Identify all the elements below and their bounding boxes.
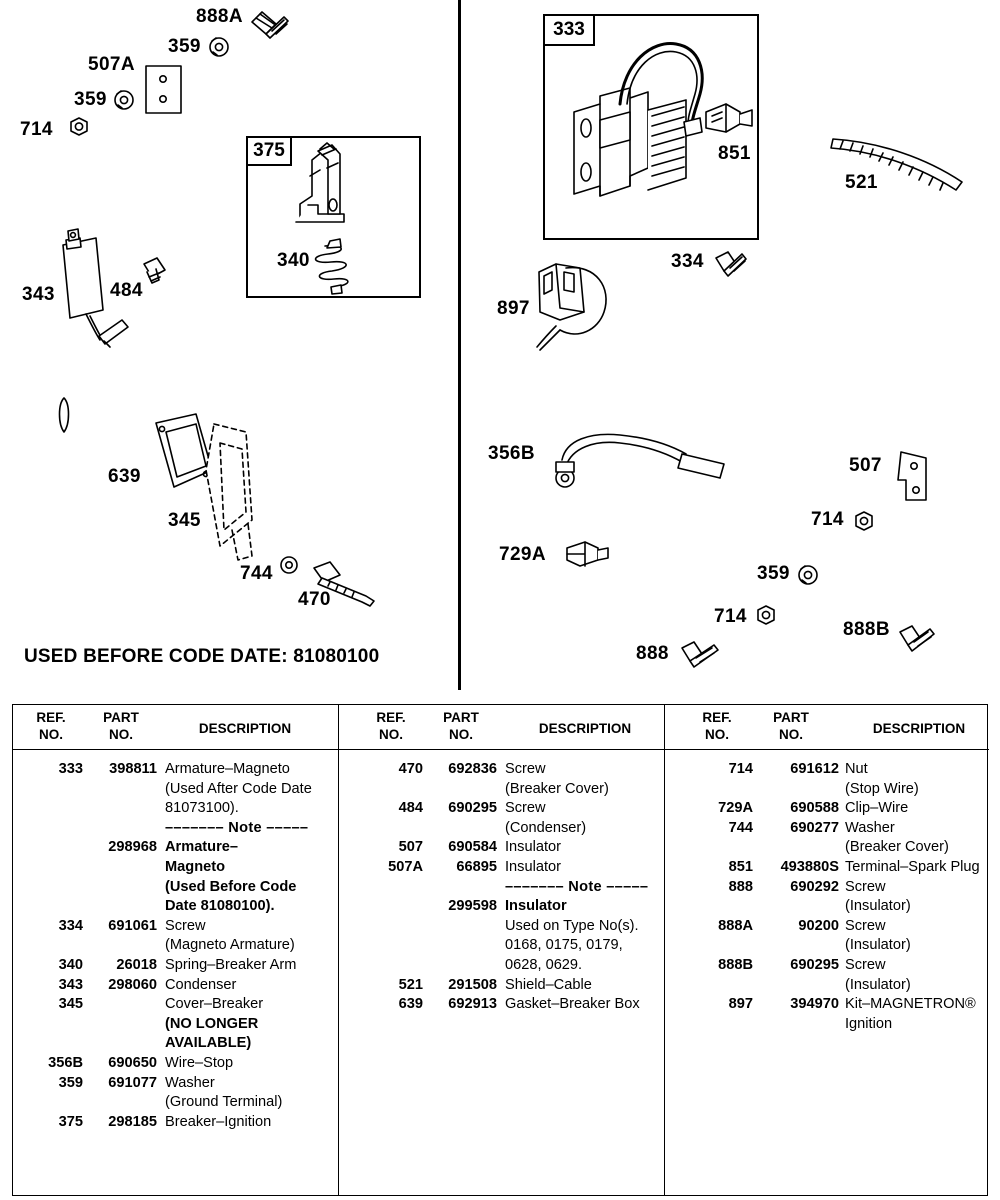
table-rows-col1 xyxy=(13,750,338,1132)
table-row xyxy=(13,1074,338,1094)
row-part: 691061 xyxy=(108,917,157,934)
parts-table-column-2 xyxy=(338,705,664,1195)
callout-521: 521 xyxy=(845,172,878,193)
table-row xyxy=(13,760,338,780)
part-888a-screw xyxy=(252,12,288,38)
parts-table-column-1 xyxy=(13,705,338,1195)
row-desc: Insulator xyxy=(505,858,561,875)
row-desc: AVAILABLE) xyxy=(165,1035,252,1052)
callout-359-top: 359 xyxy=(168,36,201,57)
row-desc: Washer xyxy=(165,1074,215,1091)
table-row xyxy=(665,1015,989,1035)
row-ref: 521 xyxy=(398,976,423,993)
row-desc: (Insulator) xyxy=(845,898,911,915)
row-part: 394970 xyxy=(790,996,839,1013)
row-ref: 888 xyxy=(728,878,753,895)
header-description-col2: DESCRIPTION xyxy=(538,721,632,736)
table-row xyxy=(13,799,338,819)
row-desc: Insulator xyxy=(505,898,567,915)
table-row xyxy=(665,838,989,858)
part-729a-clip-wire xyxy=(567,542,608,566)
header-part-no-col1: PART NO. xyxy=(103,710,139,742)
table-row xyxy=(665,760,989,780)
row-part: 493880S xyxy=(780,858,839,875)
table-row xyxy=(339,819,664,839)
row-desc: ––––––– Note ––––– xyxy=(165,819,309,836)
table-row xyxy=(339,799,664,819)
row-part: 298968 xyxy=(108,839,157,856)
row-part: 690295 xyxy=(448,800,497,817)
row-desc: (Insulator) xyxy=(845,976,911,993)
callout-639: 639 xyxy=(108,466,141,487)
row-part: 90200 xyxy=(798,917,839,934)
row-ref: 729A xyxy=(718,800,753,817)
callout-507a: 507A xyxy=(88,54,136,75)
table-row-note xyxy=(13,819,338,839)
row-desc: (Condenser) xyxy=(505,819,587,836)
row-ref: 375 xyxy=(58,1113,83,1130)
row-part: 690295 xyxy=(790,956,839,973)
row-ref: 714 xyxy=(728,761,753,777)
row-ref: 470 xyxy=(398,761,423,777)
row-part: 291508 xyxy=(448,976,497,993)
part-334-screw xyxy=(716,252,746,276)
callout-359-left: 359 xyxy=(74,89,107,110)
row-desc: Screw xyxy=(505,800,546,817)
callout-340: 340 xyxy=(277,250,310,271)
callout-359-right: 359 xyxy=(757,563,790,584)
table-row xyxy=(13,1034,338,1054)
row-desc: Ignition xyxy=(845,1015,893,1032)
row-ref: 888A xyxy=(718,917,753,934)
callout-345: 345 xyxy=(168,510,201,531)
header-part-no-col2: PART NO. xyxy=(443,710,479,742)
part-897-magnetron-kit xyxy=(537,264,606,350)
row-desc: Shield–Cable xyxy=(505,976,592,993)
part-small-washer-left xyxy=(60,398,69,432)
table-row xyxy=(13,858,338,878)
row-desc: (Ground Terminal) xyxy=(165,1094,283,1111)
table-row xyxy=(665,956,989,976)
row-ref: 851 xyxy=(728,858,753,875)
parts-table-column-3 xyxy=(664,705,989,1195)
part-359-washer-top xyxy=(210,38,228,56)
table-row xyxy=(665,780,989,800)
row-desc: Magneto xyxy=(165,858,225,875)
used-before-code-date-note: USED BEFORE CODE DATE: 81080100 xyxy=(24,646,380,667)
table-row xyxy=(665,878,989,898)
table-row xyxy=(339,760,664,780)
row-ref: 639 xyxy=(398,996,423,1013)
table-row xyxy=(665,976,989,996)
row-desc: Condenser xyxy=(165,976,237,993)
table-row xyxy=(665,799,989,819)
row-desc: Nut xyxy=(845,761,868,777)
table-row xyxy=(339,976,664,996)
header-ref-no-col3: REF. NO. xyxy=(702,710,732,742)
parts-list-table xyxy=(12,704,988,1196)
row-desc: Armature–Magneto xyxy=(165,761,290,777)
row-desc: Used on Type No(s). xyxy=(505,917,639,934)
row-ref: 888B xyxy=(718,956,753,973)
part-888-screw xyxy=(682,642,718,667)
callout-744: 744 xyxy=(240,563,273,584)
callout-888b: 888B xyxy=(843,619,891,640)
row-ref: 333 xyxy=(58,761,83,777)
row-part: 691612 xyxy=(790,761,839,777)
part-356b-wire-stop xyxy=(556,434,724,487)
table-header-col2 xyxy=(339,705,664,750)
part-484-screw xyxy=(144,258,165,283)
table-rows-col3 xyxy=(665,750,989,1034)
part-333-armature-magneto xyxy=(574,44,702,196)
row-part: 690292 xyxy=(790,878,839,895)
table-row xyxy=(13,1015,338,1035)
row-part: 26018 xyxy=(116,956,157,973)
table-row xyxy=(665,858,989,878)
row-desc: Kit–MAGNETRON® xyxy=(845,996,976,1013)
table-header-col3 xyxy=(665,705,989,750)
table-row xyxy=(13,1113,338,1133)
row-desc: Date 81080100). xyxy=(165,898,275,915)
part-507a-insulator xyxy=(146,66,181,113)
row-desc: Screw xyxy=(845,956,886,973)
row-desc: Spring–Breaker Arm xyxy=(165,956,297,973)
row-ref: 507 xyxy=(398,839,423,856)
row-desc: (Used Before Code xyxy=(165,878,297,895)
table-row xyxy=(665,995,989,1015)
table-row xyxy=(13,995,338,1015)
row-part: 691077 xyxy=(108,1074,157,1091)
row-part: 692836 xyxy=(448,761,497,777)
callout-714-right-lower: 714 xyxy=(714,606,747,627)
row-desc: Cover–Breaker xyxy=(165,996,264,1013)
table-row xyxy=(13,897,338,917)
table-row xyxy=(13,936,338,956)
table-row xyxy=(339,936,664,956)
row-part: 398811 xyxy=(109,761,157,777)
row-desc: Screw xyxy=(505,761,546,777)
row-ref: 507A xyxy=(388,858,423,875)
table-row xyxy=(339,780,664,800)
table-row xyxy=(665,819,989,839)
row-desc: 0168, 0175, 0179, xyxy=(505,937,623,954)
header-part-no-col3: PART NO. xyxy=(773,710,809,742)
part-714-nut-left xyxy=(71,118,87,135)
table-header-col1 xyxy=(13,705,338,750)
header-description-col3: DESCRIPTION xyxy=(872,721,966,736)
row-ref: 343 xyxy=(58,976,83,993)
table-row xyxy=(339,995,664,1015)
table-row xyxy=(665,936,989,956)
row-ref: 359 xyxy=(58,1074,83,1091)
row-desc: 0628, 0629. xyxy=(505,956,583,973)
callout-470: 470 xyxy=(298,589,331,610)
row-desc: (Breaker Cover) xyxy=(505,780,609,797)
table-row xyxy=(13,1054,338,1074)
table-row xyxy=(13,780,338,800)
header-description-col1: DESCRIPTION xyxy=(198,721,292,736)
table-row xyxy=(13,1093,338,1113)
callout-897: 897 xyxy=(497,298,530,319)
part-359-washer-right xyxy=(799,566,817,584)
inset-box-375-label: 375 xyxy=(246,136,292,166)
header-ref-no-col1: REF. NO. xyxy=(36,710,66,742)
part-888b-screw xyxy=(900,626,934,651)
callout-507: 507 xyxy=(849,455,882,476)
table-row xyxy=(339,897,664,917)
table-row-note xyxy=(339,878,664,898)
table-row xyxy=(339,858,664,878)
row-desc: Terminal–Spark Plug xyxy=(845,858,980,875)
table-row xyxy=(339,917,664,937)
part-714-nut-right-lower xyxy=(758,606,774,624)
part-851-terminal-spark-plug xyxy=(706,104,752,132)
row-desc: (NO LONGER xyxy=(165,1015,259,1032)
row-ref: 744 xyxy=(728,819,753,836)
row-ref: 356B xyxy=(48,1054,83,1071)
table-row xyxy=(339,956,664,976)
part-639-gasket xyxy=(156,414,212,487)
row-desc: Screw xyxy=(845,878,886,895)
row-desc: (Stop Wire) xyxy=(845,780,919,797)
row-part: 690650 xyxy=(108,1054,157,1071)
callout-729a: 729A xyxy=(499,544,547,565)
row-part: 298060 xyxy=(108,976,157,993)
part-345-cover-breaker xyxy=(206,424,252,560)
row-part: 690277 xyxy=(790,819,839,836)
row-ref: 340 xyxy=(58,956,83,973)
row-ref: 345 xyxy=(58,996,83,1013)
table-row xyxy=(13,976,338,996)
callout-484: 484 xyxy=(110,280,143,301)
row-desc: Wire–Stop xyxy=(165,1054,234,1071)
row-ref: 484 xyxy=(398,800,423,817)
table-row xyxy=(13,878,338,898)
callout-851: 851 xyxy=(718,143,751,164)
row-desc: Clip–Wire xyxy=(845,800,909,817)
table-row xyxy=(13,917,338,937)
callout-356b: 356B xyxy=(488,443,536,464)
callout-888: 888 xyxy=(636,643,669,664)
row-ref: 334 xyxy=(58,917,83,934)
part-744-washer xyxy=(281,557,297,573)
callout-714-left: 714 xyxy=(20,119,53,140)
part-359-washer-left xyxy=(115,91,133,109)
row-part: 690588 xyxy=(790,800,839,817)
row-desc: Breaker–Ignition xyxy=(165,1113,272,1130)
part-714-nut-right-upper xyxy=(856,512,872,530)
row-desc: Washer xyxy=(845,819,895,836)
row-desc: ––––––– Note ––––– xyxy=(505,878,649,895)
row-desc: Screw xyxy=(165,917,206,934)
table-row xyxy=(13,956,338,976)
row-desc: 81073100). xyxy=(165,800,239,817)
row-desc: Screw xyxy=(845,917,886,934)
row-desc: (Insulator) xyxy=(845,937,911,954)
table-row xyxy=(665,897,989,917)
part-507-insulator-right xyxy=(898,452,926,500)
row-part: 690584 xyxy=(448,839,497,856)
part-340-spring xyxy=(316,239,348,294)
row-desc: (Magneto Armature) xyxy=(165,937,295,954)
part-375-breaker-ignition xyxy=(296,143,344,222)
callout-334: 334 xyxy=(671,251,704,272)
inset-box-333-label: 333 xyxy=(543,14,595,46)
row-part: 298185 xyxy=(108,1113,157,1130)
row-desc: Gasket–Breaker Box xyxy=(505,996,640,1013)
callout-714-right-upper: 714 xyxy=(811,509,844,530)
row-part: 66895 xyxy=(456,858,497,875)
row-desc: Armature– xyxy=(165,839,238,856)
row-desc: (Used After Code Date xyxy=(165,780,312,797)
table-row xyxy=(13,838,338,858)
table-rows-col2 xyxy=(339,750,664,1015)
table-row xyxy=(665,917,989,937)
row-part: 299598 xyxy=(448,898,497,915)
header-ref-no-col2: REF. NO. xyxy=(376,710,406,742)
row-part: 692913 xyxy=(448,996,497,1013)
callout-343: 343 xyxy=(22,284,55,305)
row-ref: 897 xyxy=(728,996,753,1013)
callout-888a: 888A xyxy=(196,6,244,27)
row-desc: Insulator xyxy=(505,839,561,856)
row-desc: (Breaker Cover) xyxy=(845,839,949,856)
table-row xyxy=(339,838,664,858)
